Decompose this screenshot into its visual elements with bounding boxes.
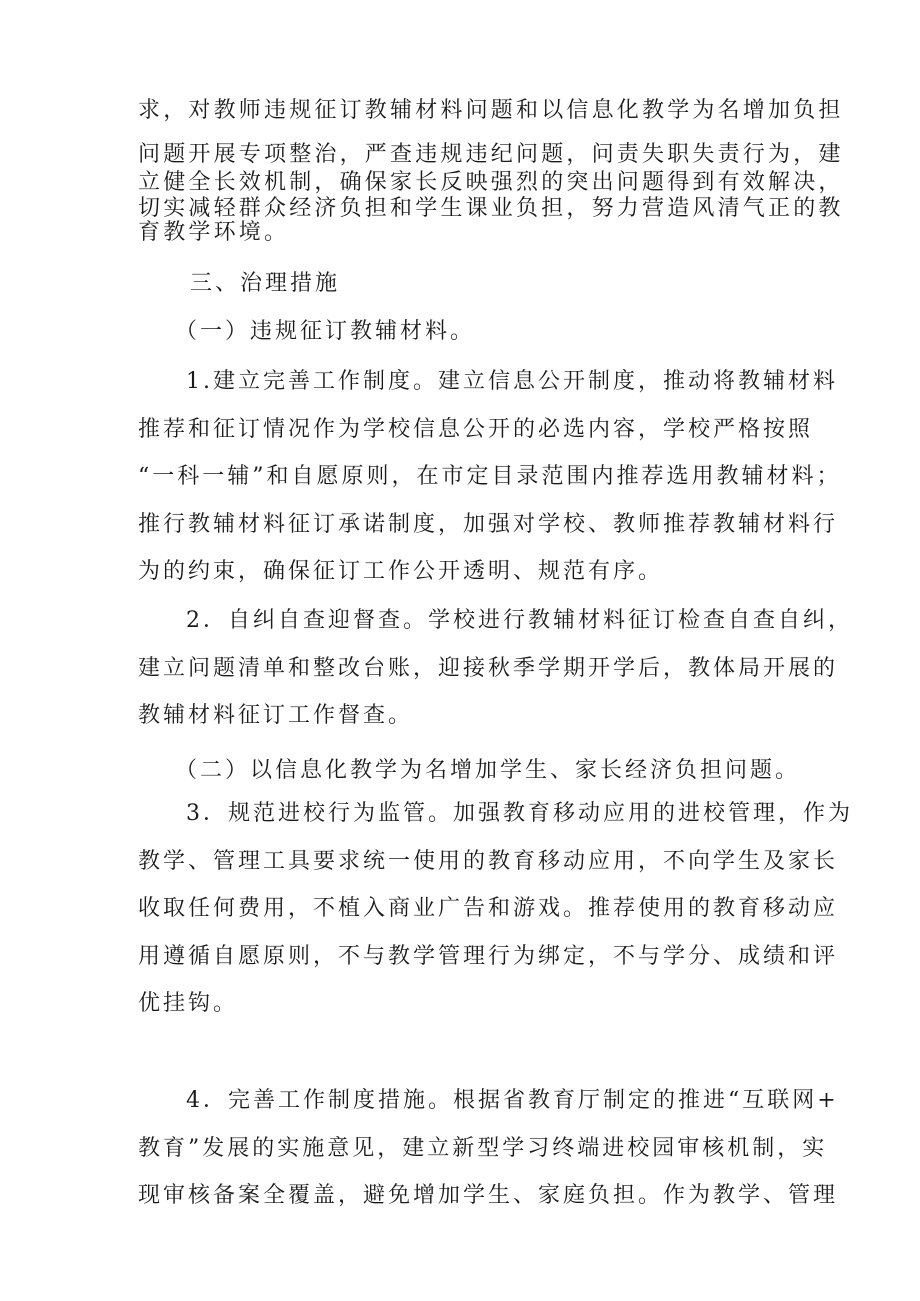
intro-line-2: 问题开展专项整治，严查违规违纪问题，问责失职失责行为，建 — [138, 142, 844, 167]
item-4-line-1: 4．完善工作制度措施。根据省教育厅制定的推进“互联网+ — [186, 1088, 839, 1113]
item-2-paragraph — [138, 597, 853, 740]
item-3-line-2: 教学、管理工具要求统一使用的教育移动应用，不向学生及家长 — [138, 848, 839, 874]
intro-line-1: 求，对教师违规征订教辅材料问题和以信息化教学为名增加负担 — [138, 98, 844, 123]
item-1-line-2: 推荐和征订情况作为学校信息公开的必选内容，学校严格按照 — [138, 416, 814, 442]
item-3-line-1: 3．规范进校行为监管。加强教育移动应用的进校管理，作为 — [186, 801, 853, 826]
subsection-heading-2: （二）以信息化教学为名增加学生、家长经济负担问题。 — [175, 758, 801, 783]
item-4-line-3: 现审核备案全覆盖，避免增加学生、家庭负担。作为教学、管理 — [138, 1183, 839, 1209]
item-2-line-3: 教辅材料征订工作督查。 — [138, 703, 414, 729]
intro-line-5: 育教学环境。 — [138, 220, 290, 245]
item-4-paragraph — [138, 1077, 839, 1220]
section-heading: 三、治理措施 — [190, 271, 341, 296]
intro-line-3: 立健全长效机制，确保家长反映强烈的突出问题得到有效解决， — [138, 170, 844, 195]
intro-line-4: 切实减轻群众经济负担和学生课业负担，努力营造风清气正的教 — [138, 196, 844, 221]
item-3-line-3: 收取任何费用，不植入商业广告和游戏。推荐使用的教育移动应 — [138, 896, 839, 922]
item-1-line-5: 为的约束，确保征订工作公开透明、规范有序。 — [138, 559, 664, 585]
intro-paragraph — [138, 96, 844, 248]
item-1-line-1: 1.建立完善工作制度。建立信息公开制度，推动将教辅材料 — [186, 369, 838, 394]
item-3-line-4: 用遵循自愿原则，不与教学管理行为绑定，不与学分、成绩和评 — [138, 943, 839, 969]
item-3-line-5: 优挂钩。 — [138, 991, 239, 1017]
item-2-line-1: 2．自纠自查迎督查。学校进行教辅材料征订检查自查自纠， — [186, 608, 853, 633]
subsection-heading-1: （一）违规征订教辅材料。 — [175, 319, 476, 344]
item-3-paragraph — [138, 790, 853, 1028]
item-1-line-3: “一科一辅”和自愿原则，在市定目录范围内推荐选用教辅材料； — [138, 464, 842, 490]
item-4-line-2: 教育”发展的实施意见，建立新型学习终端进校园审核机制，实 — [138, 1135, 828, 1161]
item-1-line-4: 推行教辅材料征订承诺制度，加强对学校、教师推荐教辅材料行 — [138, 511, 839, 537]
item-2-line-2: 建立问题清单和整改台账，迎接秋季学期开学后，教体局开展的 — [138, 655, 839, 681]
item-1-paragraph — [138, 358, 842, 596]
